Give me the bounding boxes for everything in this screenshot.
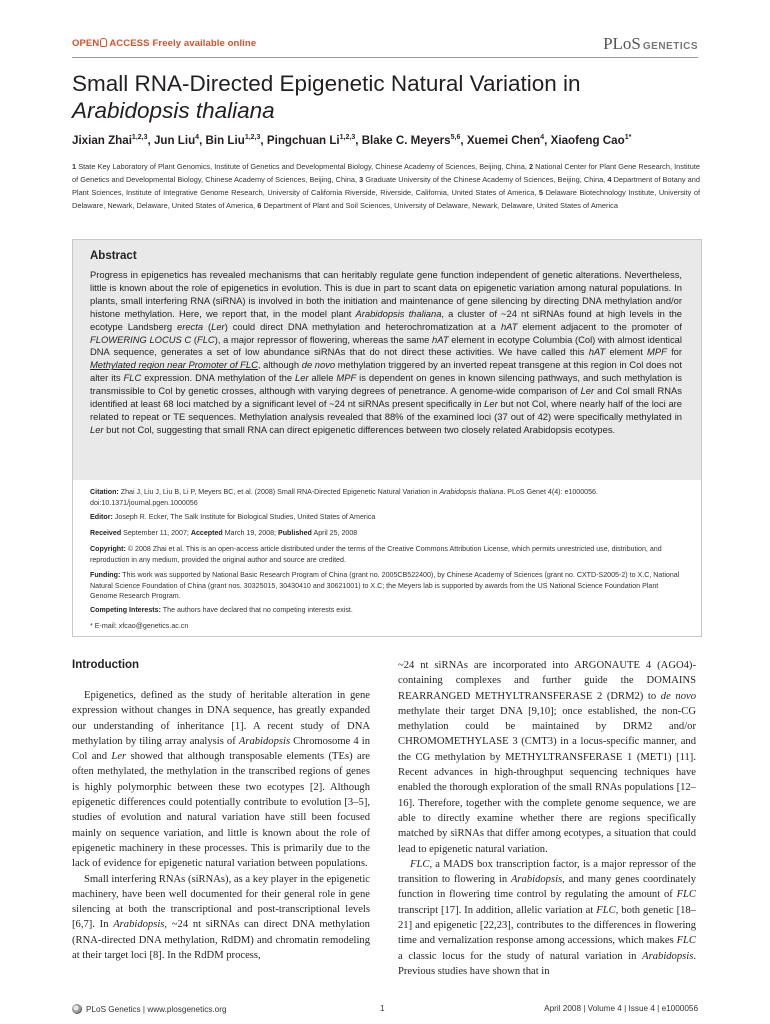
competing-interests: Competing Interests: The authors have declared that no competing interests exist.	[90, 606, 353, 614]
freely-available-label: Freely available online	[152, 38, 257, 49]
plos-logo-icon	[72, 1004, 82, 1014]
open-label: OPEN	[72, 38, 100, 49]
journal-sub: GENETICS	[642, 41, 698, 52]
copyright: Copyright: © 2008 Zhai et al. This is an open-access article distributed under the terms of the Creative Commons Attribution License, which permits unrestricted use, distribution, and reproduction in any medium, provided the original author and source are credited.	[90, 545, 662, 564]
author-name: Xuemei Chen	[466, 134, 541, 147]
citation: Citation: Zhai J, Liu J, Liu B, Li P, Meyers BC, et al. (2008) Small RNA-Directed Epigenetic Natural Variation in Arabidopsis thaliana. PLoS Genet 4(4): e1000056. doi:10.1371/journal.pgen.1000056	[90, 488, 598, 507]
footer-journal-name: PLoS Genetics	[86, 1005, 141, 1014]
author-affiliation-sup: 5,6	[450, 134, 461, 142]
footer-issue: April 2008 | Volume 4 | Issue 4 | e1000056	[544, 1004, 698, 1013]
right-column	[398, 658, 696, 979]
intro-paragraph-3: ~24 nt siRNAs are incorporated into ARGONAUTE 4 (AGO4)-containing complexes and further guide the DOMAINS REARRANGED METHYLTRANSFERASE 2 (DRM2) to de novo methylate their target DNA [9,10]; once established, the non-CG methylation could be maintained by DRM2 and/or CHROMOMETHYLASE 3 (CMT3) in a locus-specific manner, and the CG methylation by METHYLTRANSFERASE 1 (MET1) [11]. Recent advances in high-throughput sequencing techniques have enabled the thorough exploration of the small RNAs populations [12–16]. Therefore, together with the complete genome sequence, we are able to directly examine whether there are regions specifically matched by siRNAs that differ among ecotypes, a situation that could lead to epigenetic natural variation.	[398, 660, 696, 855]
affiliation-number: 5	[538, 188, 546, 197]
abstract-text: Progress in epigenetics has revealed mechanisms that can heritably regulate gene function independent of genetic alterations. Nevertheless, little is known about the role of epigenetics in evolution. This is due in part to scant data on epigenetic variation among natural populations. In plants, small interfering RNA (siRNA) is involved in both the initiation and maintenance of gene silencing by directing DNA methylation and/or histone methylation. Here, we report that, in the model plant Arabidopsis thaliana, a cluster of ~24 nt siRNAs found at high levels in the ecotype Landsberg erecta (Ler) could direct DNA methylation and heterochromatization at a hAT element adjacent to the promoter of FLOWERING LOCUS C (FLC), a major repressor of flowering, whereas the same hAT element in ecotype Columbia (Col) with almost identical DNA sequence, generates a set of low abundance siRNAs that do not direct these activities. We have called this hAT element MPF for Methylated region near Promoter of FLC, although de novo methylation triggered by an inverted repeat transgene at this region in Col does not alter its FLC expression. DNA methylation of the Ler allele MPF is dependent on genes in known silencing pathways, and such methylation is transmissible to Col by genetic crosses, although with varying degrees of penetrance. A genome-wide comparison of Ler and Col small RNAs identified at least 68 loci matched by a significant level of ~24 nt siRNAs present specifically in Ler but not Col, where nearly half of the loci are related to repeat or TE sequences. Methylation analysis revealed that 88% of the examined loci (37 out of 42) were specifically methylated in Ler but not Col, suggesting that small RNA can direct epigenetic differences between two closely related Arabidopsis ecotypes.	[90, 269, 683, 435]
affiliation-text: Department of Plant and Soil Sciences, University of Delaware, Newark, Delaware, United States of America	[263, 201, 618, 210]
affiliation-text: Delaware Biotechnology Institute, University of Delaware, Newark, Delaware, United States of America,	[72, 188, 700, 210]
author-list: Jixian Zhai$^{1,2,3}$, Jun Liu$^4$, Bin Liu$^{1,2,3}$, Pingchuan Li$^{1,2,3}$, Blake C. Meyers$^{5,6}$, Xuemei Chen$^4$, Xiaofeng Cao$^{1*}$	[72, 134, 632, 147]
abstract-heading: Abstract	[90, 250, 137, 262]
author-name: Jun Liu	[153, 134, 196, 147]
footer-url-link[interactable]: www.plosgenetics.org	[147, 1005, 227, 1014]
footer-separator: |	[140, 1005, 148, 1014]
affiliation-number: 6	[257, 201, 264, 210]
affiliation-text: Department of Botany and Plant Sciences, Institute of Integrative Genome Research, University of California Riverside, Riverside, California, United States of America,	[72, 175, 700, 197]
author-affiliation-sup: 4	[540, 134, 545, 142]
dates: Received September 11, 2007; Accepted March 19, 2008; Published April 25, 2008	[90, 529, 358, 537]
author-affiliation-sup: 1*	[624, 134, 632, 142]
author-name: Xiaofeng Cao	[550, 134, 625, 147]
author-affiliation-sup: 1,2,3	[339, 134, 356, 142]
journal-brand: PLoS	[603, 34, 641, 53]
affiliations	[72, 160, 700, 212]
affiliation-number: 2	[528, 162, 536, 171]
affiliation-text: Graduate University of the Chinese Academy of Sciences, Beijing, China,	[365, 175, 608, 184]
author-affiliation-sup: 1,2,3	[131, 134, 148, 142]
introduction-heading: Introduction	[72, 659, 140, 671]
author-name: Bin Liu	[205, 134, 245, 147]
author-name: Jixian Zhai	[72, 134, 132, 147]
footer-journal	[72, 1004, 227, 1014]
corresponding-email[interactable]: * E-mail: xfcao@genetics.ac.cn	[90, 622, 189, 630]
journal-logo	[603, 34, 698, 54]
intro-paragraph-1: Epigenetics, defined as the study of heritable alteration in gene expression without changes in DNA sequence, has greatly expanded our understanding of inheritance [1]. A recent study of DNA methylation by tiling array analysis of Arabidopsis Chromosome 4 in Col and Ler showed that although transposable elements (TEs) are often methylated, the methylation in the transcribed regions of genes is highly polymorphic between these two ecotypes [2]. Although epigenetic differences could potentially contribute to evolution [3–5], studies of evolution and natural variation have still been focused mainly on sequence variation, and little is known about the role of epigenetic machinery in these processes. This is primarily due to the lack of evidence for epigenetic natural variation between populations.	[72, 690, 370, 870]
author-affiliation-sup: 4	[195, 134, 200, 142]
author-name: Pingchuan Li	[266, 134, 340, 147]
intro-paragraph-2: Small interfering RNAs (siRNAs), as a key player in the epigenetic machinery, have been well documented for their general role in gene silencing at both the transcriptional and post-transcriptional levels [6,7]. In Arabidopsis, ~24 nt siRNAs can direct DNA methylation (RNA-directed DNA methylation, RdDM) and chromatin remodeling at their target loci [8]. In the RdDM process,	[72, 873, 370, 962]
author-affiliation-sup: 1,2,3	[244, 134, 261, 142]
journal-header	[72, 34, 698, 56]
abstract-panel	[73, 240, 701, 480]
affiliation-number: 1	[72, 162, 79, 171]
header-rule	[72, 57, 698, 58]
intro-paragraph-4: FLC, a MADS box transcription factor, is a major repressor of the transition to flowering in Arabidopsis, and many genes coordinately function in flowering time control by regulating the amount of FLC transcript [17]. In addition, allelic variation at FLC, both genetic [18–21] and epigenetic [22,23], contributes to the differences in flowering time and vernalization response among accessions, which makes FLC a classic locus for the study of natural variation in Arabidopsis. Previous studies have shown that in	[398, 858, 696, 977]
open-access-badge	[72, 38, 256, 49]
affiliation-text: National Center for Plant Gene Research, Institute of Genetics and Developmental Biology, Chinese Academy of Sciences, Beijing, China,	[72, 162, 700, 184]
abstract-box	[72, 239, 702, 637]
affiliation-number: 3	[359, 175, 366, 184]
editor: Editor: Joseph R. Ecker, The Salk Institute for Biological Studies, United States of America	[90, 513, 376, 521]
title-line-2: Arabidopsis thaliana	[72, 98, 275, 123]
funding: Funding: This work was supported by National Basic Research Program of China (grant no. 2005CB522400), by Chinese Academy of Sciences (grant no. CXTD-S2005-2) to X.C, National Natural Science Foundation of China (grant nos. 30325015, 30430410 and 30621001) to X.C; the Meyers lab is supported by awards from the US National Science Foundation Plant Genome Research Program.	[90, 571, 680, 600]
left-column	[72, 658, 370, 963]
affiliation-number: 4	[607, 175, 614, 184]
page-number: 1	[380, 1004, 385, 1013]
access-label: ACCESS	[109, 38, 150, 49]
open-lock-icon	[100, 38, 107, 47]
article-title	[72, 70, 712, 124]
affiliation-text: State Key Laboratory of Plant Genomics, Institute of Genetics and Developmental Biology, Chinese Academy of Sciences, Beijing, China,	[78, 162, 529, 171]
author-name: Blake C. Meyers	[361, 134, 451, 147]
title-line-1: Small RNA-Directed Epigenetic Natural Variation in	[72, 71, 581, 96]
